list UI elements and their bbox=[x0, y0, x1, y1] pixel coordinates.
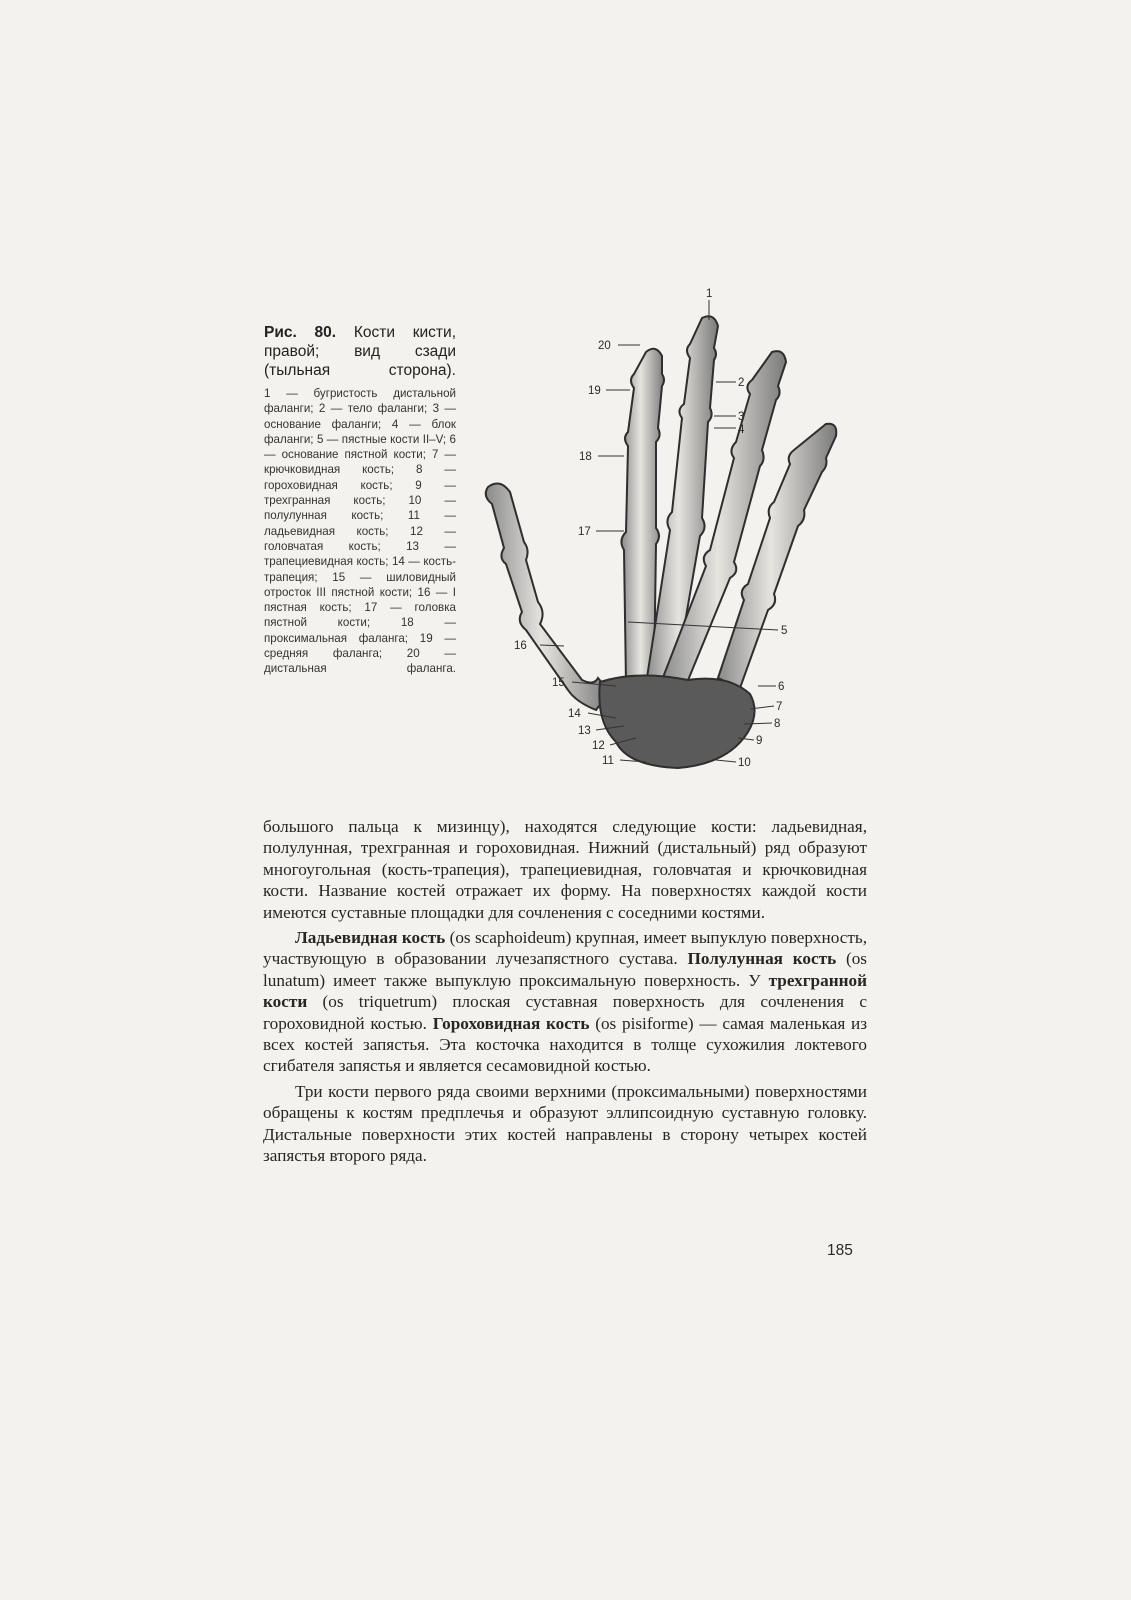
paragraph-2-text-d: (os pisiforme) — самая маленькая из всех костей запястья. Эта косточка находится в толще сухожилия локтевого сгибателя запястья и является сесамовидной костью. bbox=[263, 1013, 868, 1076]
label-10: 10 bbox=[738, 757, 751, 769]
label-4: 4 bbox=[738, 424, 745, 436]
hand-skeleton-drawing bbox=[478, 282, 838, 782]
label-16: 16 bbox=[514, 640, 527, 652]
figure-caption bbox=[264, 323, 456, 677]
label-19: 19 bbox=[588, 385, 601, 397]
label-3: 3 bbox=[738, 411, 745, 423]
paragraph-2-text-a: (os scaphoideum) крупная, имеет выпуклую поверхность, участвующую в образовании лучезапястного сустава. bbox=[263, 928, 868, 969]
paragraph-3: Три кости первого ряда своими верхними (проксимальными) поверхностями обращены к костям предплечья и образуют эллипсоидную суставную головку. Дистальные поверхности этих костей направлены в сторону четырех костей запястья второго ряда. bbox=[263, 1081, 867, 1166]
term-triquetrum: трехгранной кости bbox=[263, 970, 867, 1012]
thumb-bones bbox=[486, 483, 610, 710]
label-11: 11 bbox=[602, 755, 614, 767]
paragraph-2 bbox=[263, 927, 867, 1077]
figure-number: Рис. 80. bbox=[264, 324, 337, 341]
label-20: 20 bbox=[598, 340, 611, 352]
label-14: 14 bbox=[568, 708, 581, 720]
label-17: 17 bbox=[578, 526, 591, 538]
label-2: 2 bbox=[738, 377, 745, 389]
carpal-bones bbox=[599, 675, 754, 768]
label-5: 5 bbox=[781, 625, 788, 637]
body-text bbox=[263, 816, 867, 1167]
label-1: 1 bbox=[706, 288, 713, 300]
paragraph-2-text-b: (os lunatum) имеет также выпуклую проксимальную поверхность. У bbox=[263, 949, 867, 990]
hand-bones-illustration bbox=[478, 282, 838, 782]
label-15: 15 bbox=[552, 677, 565, 689]
caption-legend: 1 — бугристость дистальной фаланги; 2 — тело фаланги; 3 — основание фаланги; 4 — блок фаланги; 5 — пястные кости II–V; 6 — основание пястной кости; 7 — крючковидная кость; 8 — гороховидная кость; 9 — трехгранная кость; 10 — полулунная кость; 11 — ладьевидная кость; 12 — головчатая кость; 13 — трапециевидная кость; 14 — кость-трапеция; 15 — шиловидный отросток III пястной кости; 16 — I пястная кость; 17 — головка пястной кости; 18 — проксимальная фаланга; 19 — средняя фаланга; 20 — дистальная фаланга. bbox=[264, 387, 456, 676]
page-number: 185 bbox=[827, 1242, 853, 1259]
label-8: 8 bbox=[774, 718, 781, 730]
caption-title-text: Кости кисти, правой; вид сзади (тыльная сторона). bbox=[264, 324, 456, 379]
label-12: 12 bbox=[592, 740, 605, 752]
term-pisiform: Гороховидная кость bbox=[432, 1013, 590, 1033]
label-13: 13 bbox=[578, 725, 591, 737]
paragraph-2-text-c: (os triquetrum) плоская суставная поверхность для сочленения с гороховидной костью. bbox=[263, 992, 867, 1033]
paragraph-1: большого пальца к мизинцу), находятся следующие кости: ладьевидная, полулунная, трехгранная и гороховидная. Нижний (дистальный) ряд образуют многоугольная (кость-трапеция), трапециевидная, головчатая и крючковидная кости. Название костей отражает их форму. На поверхностях каждой кости имеются суставные площадки для сочленения с соседними костями. bbox=[263, 817, 867, 922]
label-18: 18 bbox=[579, 451, 592, 463]
term-scaphoid: Ладьевидная кость bbox=[295, 928, 446, 948]
bones bbox=[486, 316, 837, 768]
caption-title bbox=[264, 323, 456, 380]
label-6: 6 bbox=[778, 681, 785, 693]
term-lunate: Полулунная кость bbox=[687, 949, 837, 969]
label-9: 9 bbox=[756, 735, 763, 747]
label-7: 7 bbox=[776, 701, 783, 713]
